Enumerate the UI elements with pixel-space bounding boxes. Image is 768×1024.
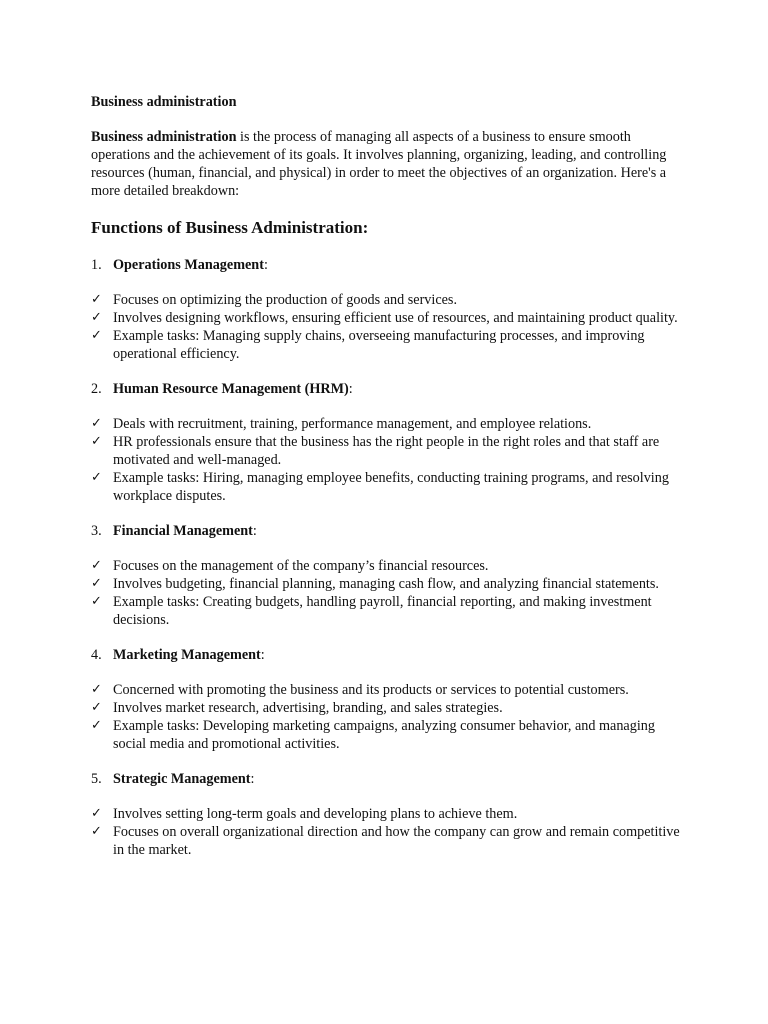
check-icon: ✓ [91, 292, 102, 307]
function-section [91, 380, 691, 505]
bullet-text: Involves budgeting, financial planning, managing cash flow, and analyzing financial statements. [113, 576, 659, 592]
function-title-line [113, 380, 353, 398]
bullet-text: Concerned with promoting the business and its products or services to potential customers. [113, 682, 629, 698]
check-icon: ✓ [91, 718, 102, 733]
function-title-suffix: : [263, 257, 268, 273]
document-page [91, 93, 691, 876]
list-item [91, 717, 691, 753]
function-title-suffix: : [252, 523, 257, 539]
function-heading [91, 770, 691, 788]
bullet-list [91, 805, 691, 859]
function-title-line [113, 646, 265, 664]
list-item [91, 291, 691, 309]
function-number: 1. [91, 257, 102, 273]
function-section [91, 256, 691, 363]
function-number: 2. [91, 381, 102, 397]
intro-paragraph [91, 128, 691, 200]
function-section [91, 770, 691, 859]
intro-text: is the process of managing all aspects of a business to ensure smooth operations and the achievement of its goals. It involves planning, organizing, leading, and controlling resources (human, financial, and physical) in order to meet the objectives of an organization. Here's a more detailed breakdown: [91, 129, 667, 199]
check-icon: ✓ [91, 416, 102, 431]
function-number: 3. [91, 523, 102, 539]
function-title-line [113, 770, 254, 788]
list-item [91, 593, 691, 629]
list-item [91, 681, 691, 699]
bullet-text: Involves setting long-term goals and developing plans to achieve them. [113, 806, 518, 822]
list-item [91, 433, 691, 469]
bullet-text: Involves designing workflows, ensuring efficient use of resources, and maintaining product quality. [113, 310, 678, 326]
bullet-text: Focuses on optimizing the production of goods and services. [113, 292, 457, 308]
function-title-line [113, 522, 257, 540]
function-title-line [113, 256, 268, 274]
list-item [91, 557, 691, 575]
function-title: Strategic Management [113, 771, 251, 787]
list-item [91, 469, 691, 505]
list-item [91, 575, 691, 593]
check-icon: ✓ [91, 328, 102, 343]
function-title-suffix: : [260, 647, 265, 663]
function-section [91, 522, 691, 629]
list-item [91, 805, 691, 823]
bullet-text: Involves market research, advertising, branding, and sales strategies. [113, 700, 503, 716]
function-heading [91, 522, 691, 540]
function-heading [91, 380, 691, 398]
list-item [91, 415, 691, 433]
list-item [91, 309, 691, 327]
intro-lead: Business administration [91, 129, 237, 145]
bullet-text: Focuses on the management of the company’s financial resources. [113, 558, 489, 574]
list-item [91, 699, 691, 717]
function-title: Marketing Management [113, 647, 261, 663]
function-heading [91, 646, 691, 664]
check-icon: ✓ [91, 434, 102, 449]
bullet-text: Example tasks: Developing marketing campaigns, analyzing consumer behavior, and managing social media and promotional activities. [113, 718, 655, 752]
bullet-list [91, 291, 691, 363]
bullet-text: Deals with recruitment, training, performance management, and employee relations. [113, 416, 592, 432]
function-number: 5. [91, 771, 102, 787]
check-icon: ✓ [91, 310, 102, 325]
list-item [91, 823, 691, 859]
check-icon: ✓ [91, 824, 102, 839]
function-title: Operations Management [113, 257, 264, 273]
check-icon: ✓ [91, 576, 102, 591]
check-icon: ✓ [91, 470, 102, 485]
bullet-list [91, 415, 691, 505]
check-icon: ✓ [91, 558, 102, 573]
function-heading [91, 256, 691, 274]
bullet-text: HR professionals ensure that the business has the right people in the right roles and that staff are motivated and well-managed. [113, 434, 660, 468]
function-section [91, 646, 691, 753]
check-icon: ✓ [91, 700, 102, 715]
function-title: Financial Management [113, 523, 253, 539]
bullet-text: Focuses on overall organizational direction and how the company can grow and remain competitive in the market. [113, 824, 680, 858]
bullet-text: Example tasks: Creating budgets, handling payroll, financial reporting, and making investment decisions. [113, 594, 652, 628]
bullet-list [91, 681, 691, 753]
function-title: Human Resource Management (HRM) [113, 381, 349, 397]
bullet-list [91, 557, 691, 629]
bullet-text: Example tasks: Managing supply chains, overseeing manufacturing processes, and improving operational efficiency. [113, 328, 645, 362]
document-title: Business administration [91, 94, 237, 110]
check-icon: ✓ [91, 806, 102, 821]
function-title-suffix: : [348, 381, 353, 397]
list-item [91, 327, 691, 363]
bullet-text: Example tasks: Hiring, managing employee benefits, conducting training programs, and resolving workplace disputes. [113, 470, 669, 504]
check-icon: ✓ [91, 594, 102, 609]
functions-list [91, 256, 691, 859]
function-number: 4. [91, 647, 102, 663]
check-icon: ✓ [91, 682, 102, 697]
section-heading: Functions of Business Administration: [91, 218, 369, 237]
function-title-suffix: : [250, 771, 255, 787]
